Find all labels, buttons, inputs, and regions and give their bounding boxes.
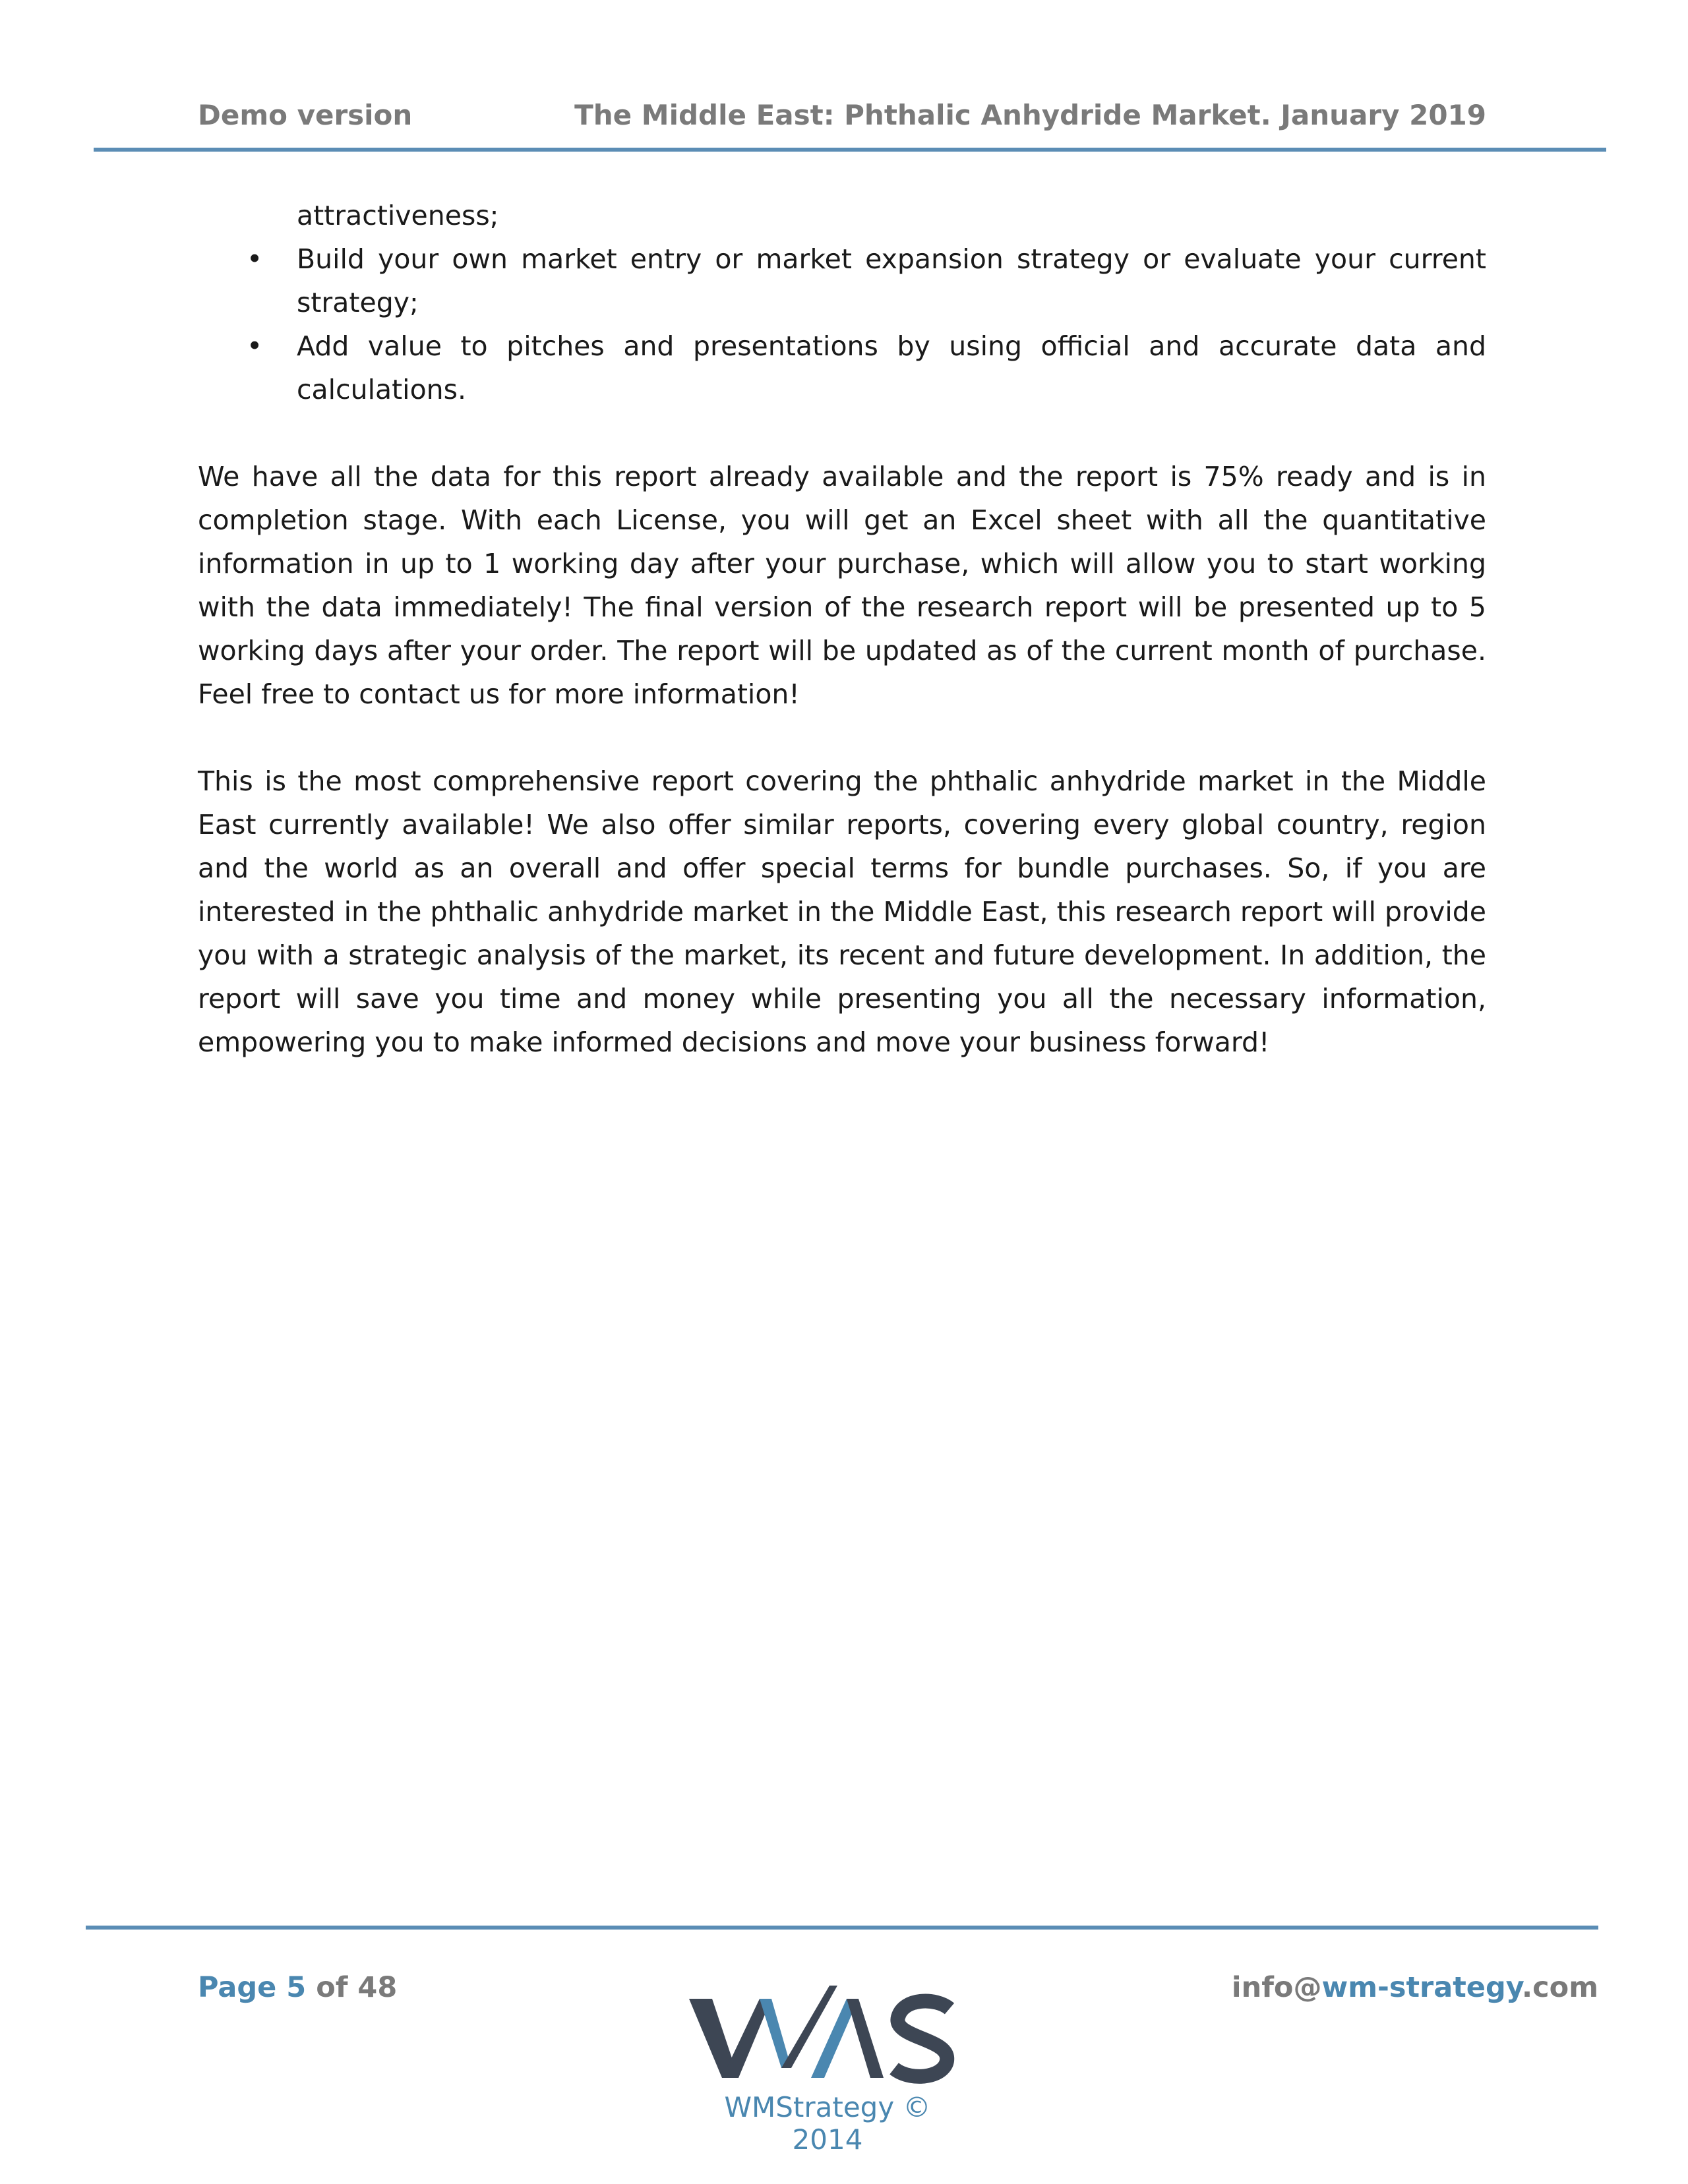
page-current: 5 bbox=[286, 1971, 307, 2004]
page-body bbox=[198, 194, 1486, 1064]
paragraph-availability: We have all the data for this report already available and the report is 75% ready and is in completion stage. With each License, you will get an Excel sheet with all the quantitative information in up to 1 working day after your purchase, which will allow you to start working with the data immediately! The final version of the research report will be presented up to 5 working days after your order. The report will be updated as of the current month of purchase. Feel free to contact us for more information! bbox=[198, 461, 1486, 710]
page-total: of 48 bbox=[306, 1971, 398, 2004]
email-tld: .com bbox=[1521, 1971, 1598, 2004]
logo-caption: WMStrategy © 2014 bbox=[724, 2091, 931, 2156]
list-item: • Build your own market entry or market expansion strategy or evaluate your current strategy; bbox=[198, 237, 1486, 324]
email-domain: wm-strategy bbox=[1321, 1971, 1522, 2004]
page-prefix: Page bbox=[198, 1971, 287, 2004]
header-report-title: The Middle East: Phthalic Anhydride Market. January 2019 bbox=[574, 99, 1486, 131]
page-number-label bbox=[198, 1971, 397, 2004]
bullet-list bbox=[198, 194, 1486, 411]
email-user: info@ bbox=[1231, 1971, 1322, 2004]
list-item: • Add value to pitches and presentations by using official and accurate data and calculations. bbox=[198, 324, 1486, 411]
wms-logo bbox=[686, 1972, 963, 2104]
list-item-continuation: attractiveness; bbox=[297, 200, 499, 231]
footer-divider bbox=[86, 1926, 1598, 1930]
header-demo-label: Demo version bbox=[198, 99, 413, 131]
header-divider bbox=[94, 148, 1606, 152]
paragraph-summary: This is the most comprehensive report covering the phthalic anhydride market in the Middle East currently available! We also offer similar reports, covering every global country, region and the world as an overall and offer special terms for bundle purchases. So, if you are interested in the phthalic anhydride market in the Middle East, this research report will provide you with a strategic analysis of the market, its recent and future development. In addition, the report will save you time and money while presenting you all the necessary information, empowering you to make informed decisions and move your business forward! bbox=[198, 765, 1486, 1058]
contact-email[interactable] bbox=[1232, 1971, 1598, 2004]
